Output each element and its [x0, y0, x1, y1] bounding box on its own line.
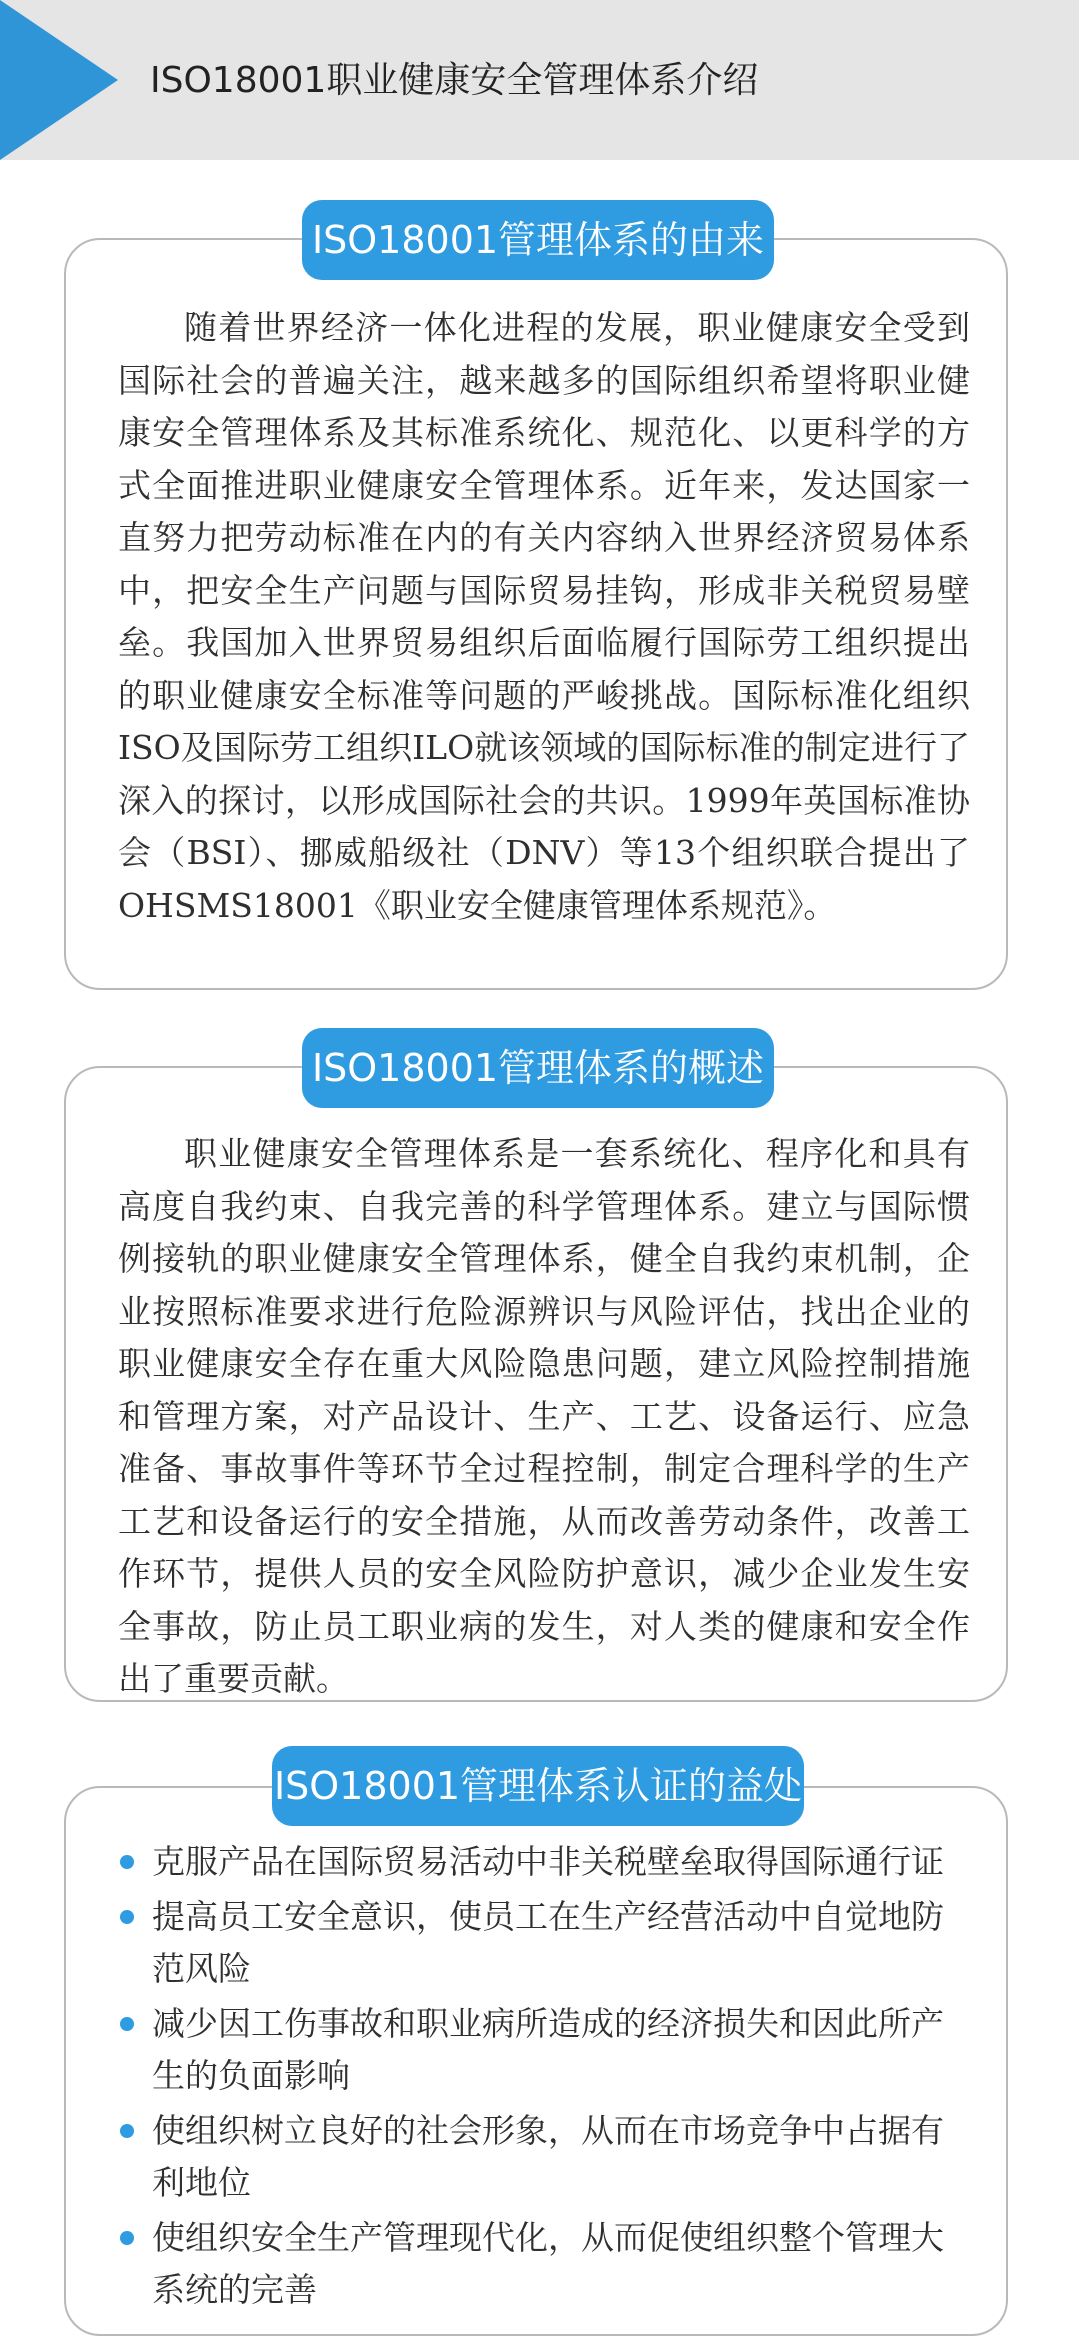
list-item: [118, 1998, 970, 2102]
benefit-text: 提高员工安全意识，使员工在生产经营活动中自觉地防范风险: [152, 1897, 944, 1988]
list-item: [118, 2105, 970, 2209]
origin-paragraph: 随着世界经济一体化进程的发展，职业健康安全受到国际社会的普遍关注，越来越多的国际组织希望将职业健康安全管理体系及其标准系统化、规范化、以更科学的方式全面推进职业健康安全管理体系。近年来，发达国家一直努力把劳动标准在内的有关内容纳入世界经济贸易体系中，把安全生产问题与国际贸易挂钩，形成非关税贸易壁垒。我国加入世界贸易组织后面临履行国际劳工组织提出的职业健康安全标准等问题的严峻挑战。国际标准化组织ISO及国际劳工组织ILO就该领域的国际标准的制定进行了深入的探讨，以形成国际社会的共识。1999年英国标准协会（BSI）、挪威船级社（DNV）等13个组织联合提出了OHSMS18001《职业安全健康管理体系规范》。: [118, 308, 970, 925]
bullet-dot-icon: [120, 1910, 134, 1924]
origin-heading: ISO18001管理体系的由来: [302, 200, 774, 280]
overview-heading: ISO18001管理体系的概述: [302, 1028, 774, 1108]
bullet-dot-icon: [120, 2231, 134, 2245]
benefit-text: 使组织树立良好的社会形象，从而在市场竞争中占据有利地位: [152, 2111, 944, 2202]
list-item: [118, 2212, 970, 2316]
arrow-icon: [0, 0, 118, 160]
benefits-heading: ISO18001管理体系认证的益处: [272, 1746, 804, 1826]
header-bar: [0, 0, 1079, 160]
benefit-text: 减少因工伤事故和职业病所造成的经济损失和因此所产生的负面影响: [152, 2004, 944, 2095]
benefit-text: 克服产品在国际贸易活动中非关税壁垒取得国际通行证: [152, 1842, 944, 1881]
overview-paragraph: 职业健康安全管理体系是一套系统化、程序化和具有高度自我约束、自我完善的科学管理体系。建立与国际惯例接轨的职业健康安全管理体系，健全自我约束机制，企业按照标准要求进行危险源辨识与风险评估，找出企业的职业健康安全存在重大风险隐患问题，建立风险控制措施和管理方案，对产品设计、生产、工艺、设备运行、应急准备、事故事件等环节全过程控制，制定合理科学的生产工艺和设备运行的安全措施，从而改善劳动条件，改善工作环节，提供人员的安全风险防护意识，减少企业发生安全事故，防止员工职业病的发生，对人类的健康和安全作出了重要贡献。: [118, 1134, 970, 1698]
benefits-list: [118, 1836, 970, 2319]
bullet-dot-icon: [120, 2124, 134, 2138]
list-item: [118, 1891, 970, 1995]
benefit-text: 使组织安全生产管理现代化，从而促使组织整个管理大系统的完善: [152, 2218, 944, 2309]
bullet-dot-icon: [120, 1855, 134, 1869]
list-item: [118, 1836, 970, 1888]
bullet-dot-icon: [120, 2017, 134, 2031]
page-title: ISO18001职业健康安全管理体系介绍: [150, 60, 759, 101]
